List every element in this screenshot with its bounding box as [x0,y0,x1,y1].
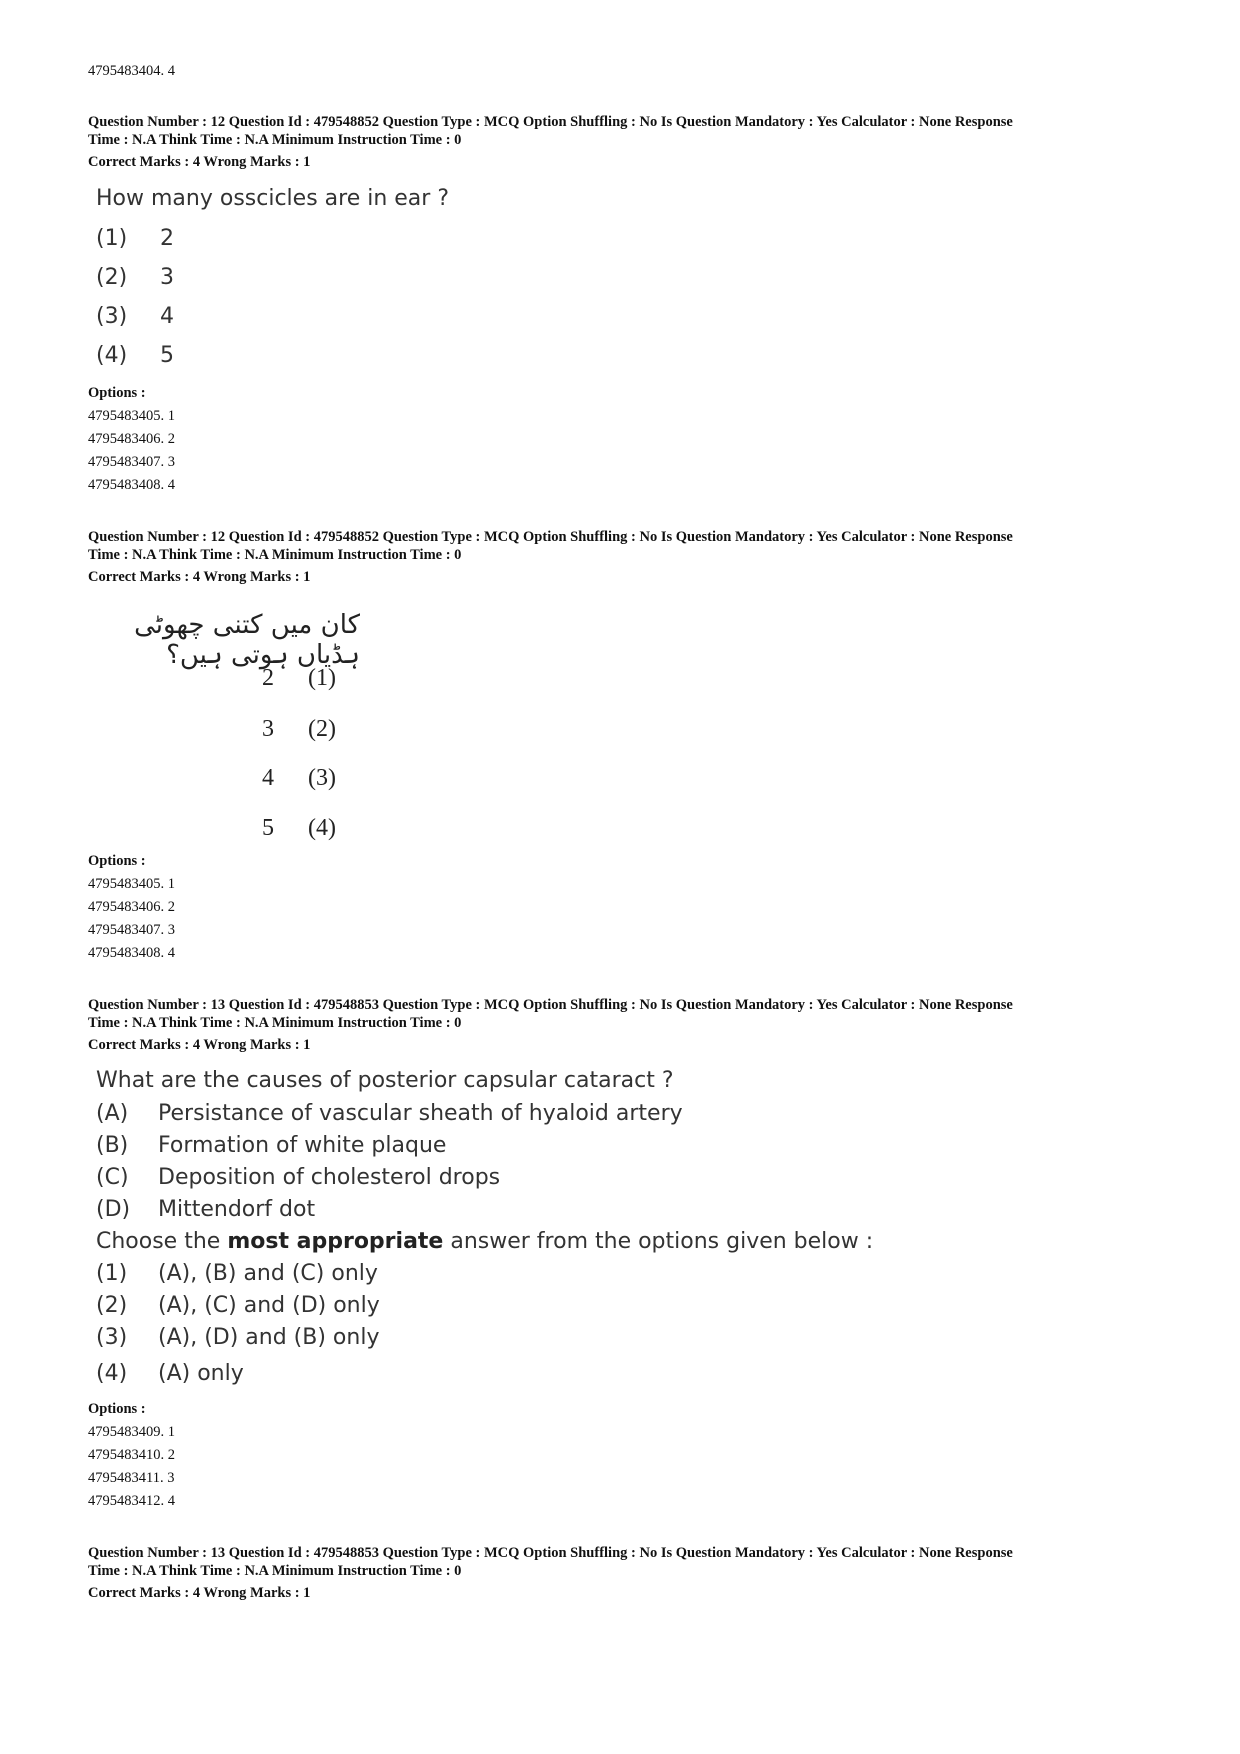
statement-item [96,1133,446,1158]
option-line: 4795483408. 4 [88,945,175,961]
question-meta [88,113,1168,149]
statement-item [96,1165,500,1190]
question-meta-line-1: Question Number : 13 Question Id : 479548853 Question Type : MCQ Option Shuffling : No Is Question Mandatory : Yes Calculator : None Response [88,1545,1013,1561]
options-label: Options : [88,853,146,869]
statement-text: Deposition of cholesterol drops [158,1165,501,1190]
option-line: 4795483410. 2 [88,1447,175,1463]
choice-item [96,226,174,251]
marks-line: Correct Marks : 4 Wrong Marks : 1 [88,1585,311,1601]
question-meta [88,996,1168,1032]
question-meta-line-2: Time : N.A Think Time : N.A Minimum Instruction Time : 0 [88,132,462,148]
choice-number: (3) [96,1325,128,1350]
choice-text: (A) only [158,1361,244,1386]
statement-letter: (A) [96,1101,129,1126]
choice-number: (2) [96,1293,128,1318]
option-line: 4795483411. 3 [88,1470,175,1486]
options-label: Options : [88,385,146,401]
choice-item [262,665,336,692]
choice-text: 4 [160,304,174,329]
statement-letter: (C) [96,1165,129,1190]
question-meta-line-1: Question Number : 12 Question Id : 479548852 Question Type : MCQ Option Shuffling : No Is Question Mandatory : Yes Calculator : None Response [88,114,1013,130]
marks-line: Correct Marks : 4 Wrong Marks : 1 [88,154,311,170]
option-line: 4795483406. 2 [88,431,175,447]
options-label: Options : [88,1401,146,1417]
choice-item [96,1361,244,1386]
choice-item [262,765,336,792]
question-meta-line-2: Time : N.A Think Time : N.A Minimum Instruction Time : 0 [88,1015,462,1031]
statement-letter: (D) [96,1197,131,1222]
choice-number: (3) [96,304,128,329]
choice-item [262,716,336,743]
question-text: How many osscicles are in ear ? [96,186,449,211]
option-line: 4795483409. 1 [88,1424,175,1440]
choice-item [96,1293,380,1318]
marks-line: Correct Marks : 4 Wrong Marks : 1 [88,1037,311,1053]
option-line: 4795483407. 3 [88,922,175,938]
instruction-text-pre: Choose the [96,1229,228,1254]
question-text-urdu: کان میں کتنی چھوٹی ہڈیاں ہوتی ہیں؟ [134,610,360,670]
choice-item [96,1261,378,1286]
choice-text: (A), (C) and (D) only [158,1293,380,1318]
question-meta-line-2: Time : N.A Think Time : N.A Minimum Instruction Time : 0 [88,1563,462,1579]
choice-text: 3 [262,716,274,742]
option-line: 4795483408. 4 [88,477,175,493]
question-meta [88,528,1168,564]
statement-letter: (B) [96,1133,129,1158]
choice-number: (1) [96,1261,128,1286]
option-line: 4795483406. 2 [88,899,175,915]
option-line: 4795483405. 1 [88,408,175,424]
statement-text: Persistance of vascular sheath of hyaloid artery [158,1101,683,1126]
choice-item [96,265,174,290]
choice-text: 5 [160,343,174,368]
option-line: 4795483407. 3 [88,454,175,470]
question-meta-line-1: Question Number : 12 Question Id : 479548852 Question Type : MCQ Option Shuffling : No Is Question Mandatory : Yes Calculator : None Response [88,529,1013,545]
marks-line: Correct Marks : 4 Wrong Marks : 1 [88,569,311,585]
choice-number: (4) [308,815,336,841]
previous-option-line: 4795483404. 4 [88,63,175,79]
choice-item [96,304,174,329]
choice-number: (1) [96,226,128,251]
instruction-text-bold: most appropriate [227,1229,444,1254]
choice-number: (1) [308,665,336,691]
choice-text: 5 [262,815,274,841]
choice-item [262,815,336,842]
choice-text: 2 [160,226,174,251]
statement-text: Formation of white plaque [158,1133,447,1158]
choice-item [96,1325,379,1350]
statement-item [96,1197,315,1222]
choice-number: (2) [96,265,128,290]
option-line: 4795483405. 1 [88,876,175,892]
choice-item [96,343,174,368]
answer-instruction [96,1229,873,1254]
instruction-text-post: answer from the options given below : [443,1229,874,1254]
option-line: 4795483412. 4 [88,1493,175,1509]
choice-number: (4) [96,1361,128,1386]
question-text: What are the causes of posterior capsular cataract ? [96,1068,674,1093]
choice-text: 4 [262,765,274,791]
choice-text: (A), (B) and (C) only [158,1261,378,1286]
question-meta-line-2: Time : N.A Think Time : N.A Minimum Instruction Time : 0 [88,547,462,563]
choice-number: (4) [96,343,128,368]
question-meta [88,1544,1168,1580]
choice-text: 3 [160,265,174,290]
statement-item [96,1101,683,1126]
question-meta-line-1: Question Number : 13 Question Id : 479548853 Question Type : MCQ Option Shuffling : No Is Question Mandatory : Yes Calculator : None Response [88,997,1013,1013]
choice-text: 2 [262,665,274,691]
choice-text: (A), (D) and (B) only [158,1325,380,1350]
choice-number: (2) [308,716,336,742]
choice-number: (3) [308,765,336,791]
statement-text: Mittendorf dot [158,1197,316,1222]
